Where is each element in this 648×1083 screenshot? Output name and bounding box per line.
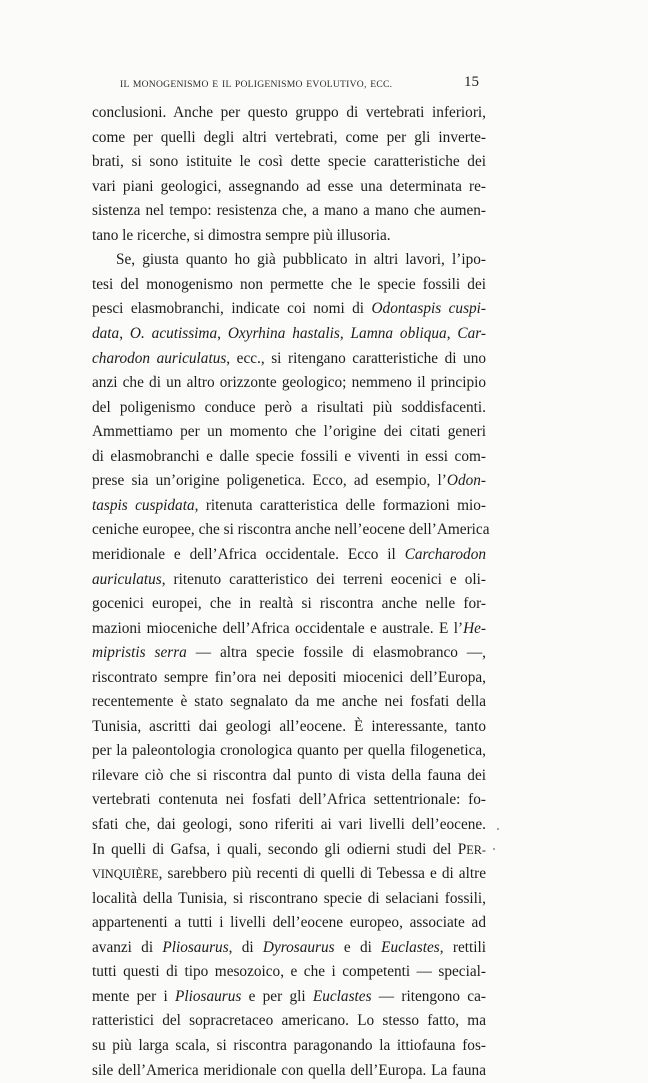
text-line: vari piani geologici, assegnando ad esse una determinata re- [92, 175, 486, 200]
text-line: conclusioni. Anche per questo gruppo di vertebrati inferiori, [92, 101, 486, 126]
text-line: tesi del monogenismo non permette che le specie fossili dei [92, 273, 486, 298]
text-line: tano le ricerche, si dimostra sempre più illusoria. [92, 224, 486, 249]
text-line: recentemente è stato segnalato da me anche nei fosfati della [92, 690, 486, 715]
text-line: mente per i Pliosaurus e per gli Euclastes — ritengono ca- [92, 985, 486, 1010]
text-line: avanzi di Pliosaurus, di Dyrosaurus e di Euclastes, rettili [92, 936, 486, 961]
text-line: vertebrati contenuta nei fosfati dell’Africa settentrionale: fo- [92, 788, 486, 813]
text-line: sistenza nel tempo: resistenza che, a mano a mano che aumen- [92, 199, 486, 224]
text-line: auriculatus, ritenuto caratteristico dei terreni eocenici e oli- [92, 568, 486, 593]
text-line: sile dell’America meridionale con quella dell’Europa. La fauna [92, 1059, 486, 1083]
text-line: brati, si sono istituite le così dette specie caratteristiche dei [92, 150, 486, 175]
text-line: mipristis serra — altra specie fossile di elasmobranco —, [92, 641, 486, 666]
text-line: tutti questi di tipo mesozoico, e che i competenti — special- [92, 960, 486, 985]
text-line: ceniche europee, che si riscontra anche nell’eocene dell’America [92, 518, 486, 543]
text-line: gocenici europei, che in realtà si riscontra anche nelle for- [92, 592, 486, 617]
text-line: VINQUIÈRE, sarebbero più recenti di quelli di Tebessa e di altre [92, 862, 486, 887]
text-line: appartenenti a tutti i livelli dell’eocene europeo, associate ad [92, 911, 486, 936]
text-line: per la paleontologia cronologica quanto per quella filogenetica, [92, 739, 486, 764]
text-line: su più larga scala, si riscontra paragonando la ittiofauna fos- [92, 1034, 486, 1059]
text-line: sfati che, dai geologi, sono riferiti ai vari livelli dell’eocene. [92, 813, 486, 838]
text-line: del poligenismo conduce però a risultati più soddisfacenti. [92, 396, 486, 421]
text-line: rilevare ciò che si riscontra dal punto di vista della fauna dei [92, 764, 486, 789]
text-line: di elasmobranchi e dalle specie fossili e viventi in essi com- [92, 445, 486, 470]
text-line: anzi che di un altro orizzonte geologico; nemmeno il principio [92, 371, 486, 396]
text-line: charodon auriculatus, ecc., si ritengano caratteristiche di uno [92, 347, 486, 372]
text-line: data, O. acutissima, Oxyrhina hastalis, Lamna obliqua, Car- [92, 322, 486, 347]
paper-speck [497, 828, 499, 830]
text-line: ratteristici del sopracretaceo americano. Lo stesso fatto, ma [92, 1009, 486, 1034]
text-line: località della Tunisia, si riscontrano specie di selaciani fossili, [92, 887, 486, 912]
text-line: Tunisia, ascritti dai geologi all’eocene. È interessante, tanto [92, 715, 486, 740]
text-line: prese sia un’origine poligenetica. Ecco, ad esempio, l’Odon- [92, 469, 486, 494]
text-line: meridionale e dell’Africa occidentale. Ecco il Carcharodon [92, 543, 486, 568]
text-line: riscontrato sempre fin’ora nei depositi miocenici dell’Europa, [92, 666, 486, 691]
text-line: come per quelli degli altri vertebrati, come per gli inverte- [92, 126, 486, 151]
text-line: Ammettiamo per un momento che l’origine dei citati generi [92, 420, 486, 445]
running-head: IL MONOGENISMO E IL POLIGENISMO EVOLUTIVO, ECC. [120, 79, 392, 90]
text-line: pesci elasmobranchi, indicate coi nomi di Odontaspis cuspi- [92, 297, 486, 322]
page-number: 15 [464, 74, 479, 91]
text-line: mazioni mioceniche dell’Africa occidentale e australe. E l’He- [92, 617, 486, 642]
text-line: taspis cuspidata, ritenuta caratteristica delle formazioni mio- [92, 494, 486, 519]
text-line: Se, giusta quanto ho già pubblicato in altri lavori, l’ipo- [116, 248, 486, 273]
text-line: In quelli di Gafsa, i quali, secondo gli odierni studi del PER- [92, 838, 486, 863]
paper-speck [493, 848, 495, 850]
